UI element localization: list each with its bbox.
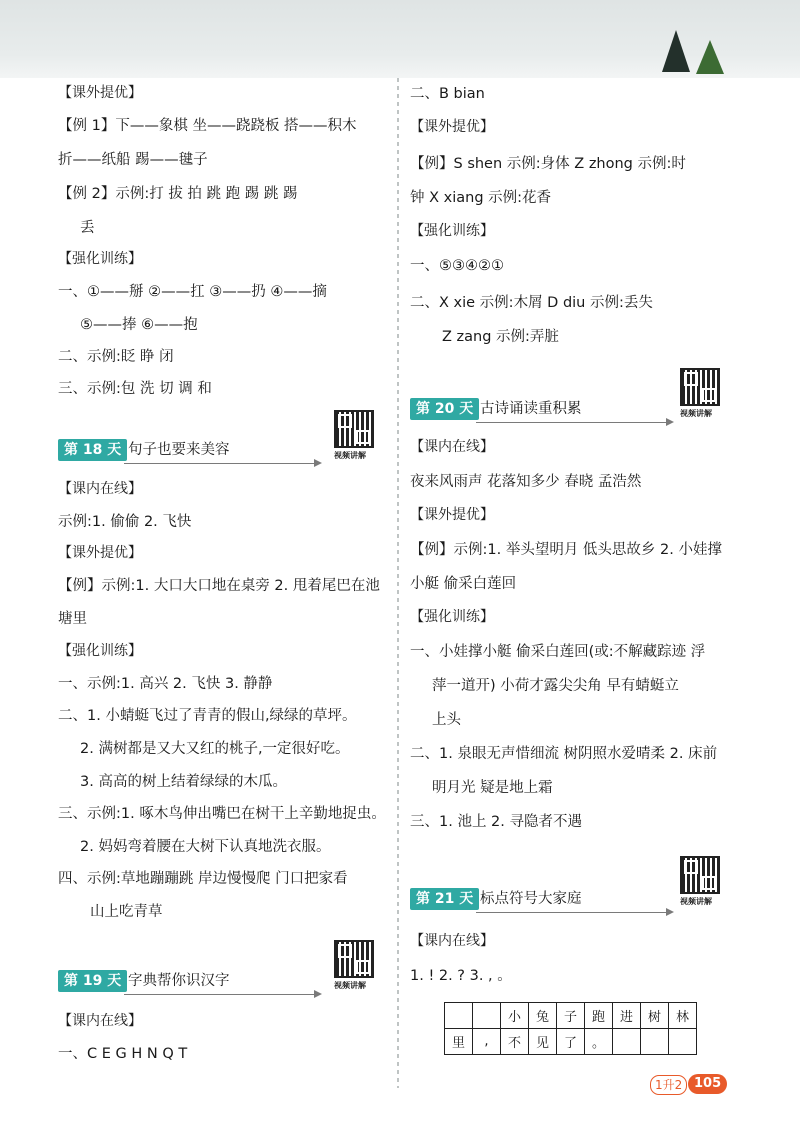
answer-line: 三、示例:包 洗 切 调 和	[58, 381, 212, 397]
grid-cell: 见	[529, 1029, 557, 1055]
grid-cell: 树	[641, 1003, 669, 1029]
section-heading: 【课外提优】	[410, 119, 494, 135]
qr-label: 视频讲解	[680, 897, 712, 906]
day-badge: 第 21 天	[410, 888, 479, 910]
title-underline	[476, 422, 666, 423]
section-heading: 【强化训练】	[410, 609, 494, 625]
section-heading: 【课内在线】	[58, 481, 142, 497]
grid-cell: 兔	[529, 1003, 557, 1029]
tree-icon	[662, 30, 690, 72]
grid-cell	[473, 1003, 501, 1029]
answer-line: 2. 满树都是又大又红的桃子,一定很好吃。	[80, 741, 350, 757]
answer-line: 丢	[80, 220, 95, 236]
section-heading: 【课外提优】	[410, 507, 494, 523]
answer-line: 二、示例:眨 睁 闭	[58, 349, 174, 365]
qr-code-icon[interactable]	[334, 940, 374, 978]
grid-row	[445, 1003, 697, 1029]
section-heading: 【课外提优】	[58, 85, 142, 101]
qr-label: 视频讲解	[334, 981, 366, 990]
answer-line: ⑤——捧 ⑥——抱	[80, 317, 198, 333]
answer-line: 【例】示例:1. 举头望明月 低头思故乡 2. 小娃撑	[410, 542, 722, 558]
answer-line: 三、示例:1. 啄木鸟伸出嘴巴在树干上辛勤地捉虫。	[58, 806, 386, 822]
answer-line: 示例:1. 偷偷 2. 飞快	[58, 514, 192, 530]
answer-line: Z zang 示例:弄脏	[442, 329, 559, 345]
arrow-icon	[666, 908, 674, 916]
day-title: 句子也要来美容	[128, 442, 230, 458]
answer-line: 钟 X xiang 示例:花香	[410, 190, 552, 206]
arrow-icon	[314, 459, 322, 467]
grid-cell: 子	[557, 1003, 585, 1029]
section-heading: 【课内在线】	[410, 933, 494, 949]
day-title: 字典帮你识汉字	[128, 973, 230, 989]
section-heading: 【强化训练】	[58, 251, 142, 267]
title-underline	[124, 463, 314, 464]
qr-code-icon[interactable]	[680, 856, 720, 894]
grid-cell: 林	[669, 1003, 697, 1029]
answer-line: 2. 妈妈弯着腰在大树下认真地洗衣服。	[80, 839, 331, 855]
grid-cell	[669, 1029, 697, 1055]
answer-line: 一、①——掰 ②——扛 ③——扔 ④——摘	[58, 284, 327, 300]
section-heading: 【强化训练】	[410, 223, 494, 239]
answer-line: 【例】S shen 示例:身体 Z zhong 示例:时	[410, 156, 686, 172]
answer-line: 夜来风雨声 花落知多少 春晓 孟浩然	[410, 474, 642, 490]
grid-cell	[613, 1029, 641, 1055]
answer-line: 二、X xie 示例:木屑 D diu 示例:丢失	[410, 295, 653, 311]
answer-line: 山上吃青草	[90, 904, 163, 920]
answer-line: 折——纸船 踢——毽子	[58, 152, 208, 168]
section-heading: 【课内在线】	[58, 1013, 142, 1029]
title-underline	[476, 912, 666, 913]
grid-cell: 。	[585, 1029, 613, 1055]
answer-line: 3. 高高的树上结着绿绿的木瓜。	[80, 774, 287, 790]
qr-code-icon[interactable]	[334, 410, 374, 448]
arrow-icon	[666, 418, 674, 426]
section-heading: 【课内在线】	[410, 439, 494, 455]
qr-code-icon[interactable]	[680, 368, 720, 406]
answer-line: 一、C E G H N Q T	[58, 1046, 188, 1062]
answer-line: 【例】示例:1. 大口大口地在桌旁 2. 甩着尾巴在池	[58, 578, 380, 594]
answer-line: 一、⑤③④②①	[410, 258, 504, 274]
section-heading: 【课外提优】	[58, 545, 142, 561]
day-badge: 第 19 天	[58, 970, 127, 992]
grid-cell: 跑	[585, 1003, 613, 1029]
answer-line: 小艇 偷采白莲回	[410, 576, 517, 592]
grid-cell: 了	[557, 1029, 585, 1055]
answer-line: 【例 2】示例:打 拔 拍 跳 跑 踢 跳 踢	[58, 186, 298, 202]
grid-cell	[641, 1029, 669, 1055]
answer-line: 二、B bian	[410, 86, 485, 102]
grid-cell	[445, 1003, 473, 1029]
answer-line: 三、1. 池上 2. 寻隐者不遇	[410, 814, 582, 830]
section-heading: 【强化训练】	[58, 643, 142, 659]
grid-row	[445, 1029, 697, 1055]
grid-cell: ,	[473, 1029, 501, 1055]
grid-cell: 进	[613, 1003, 641, 1029]
grid-cell: 里	[445, 1029, 473, 1055]
qr-label: 视频讲解	[334, 451, 366, 460]
answer-line: 塘里	[58, 611, 87, 627]
grid-cell: 不	[501, 1029, 529, 1055]
answer-line: 四、示例:草地蹦蹦跳 岸边慢慢爬 门口把家看	[58, 871, 348, 887]
column-divider	[397, 78, 399, 1088]
answer-line: 【例 1】下——象棋 坐——跷跷板 搭——积木	[58, 118, 357, 134]
qr-label: 视频讲解	[680, 409, 712, 418]
punctuation-grid	[444, 1002, 697, 1055]
answer-line: 一、示例:1. 高兴 2. 飞快 3. 静静	[58, 676, 273, 692]
answer-line: 一、小娃撑小艇 偷采白莲回(或:不解藏踪迹 浮	[410, 644, 706, 660]
answer-line: 明月光 疑是地上霜	[432, 780, 553, 796]
answer-line: 二、1. 小蜻蜓飞过了青青的假山,绿绿的草坪。	[58, 708, 357, 724]
title-underline	[124, 994, 314, 995]
answer-line: 1. ! 2. ? 3. , 。	[410, 968, 512, 984]
day-badge: 第 18 天	[58, 439, 127, 461]
answer-line: 萍一道开) 小荷才露尖尖角 早有蜻蜓立	[432, 678, 679, 694]
day-badge: 第 20 天	[410, 398, 479, 420]
grade-label: 1升2	[650, 1075, 687, 1095]
tree-icon	[696, 40, 724, 74]
grid-cell: 小	[501, 1003, 529, 1029]
answer-line: 二、1. 泉眼无声惜细流 树阴照水爱晴柔 2. 床前	[410, 746, 718, 762]
day-title: 标点符号大家庭	[480, 891, 582, 907]
arrow-icon	[314, 990, 322, 998]
page-number: 105	[688, 1074, 727, 1094]
day-title: 古诗诵读重积累	[480, 401, 582, 417]
answer-line: 上头	[432, 712, 461, 728]
